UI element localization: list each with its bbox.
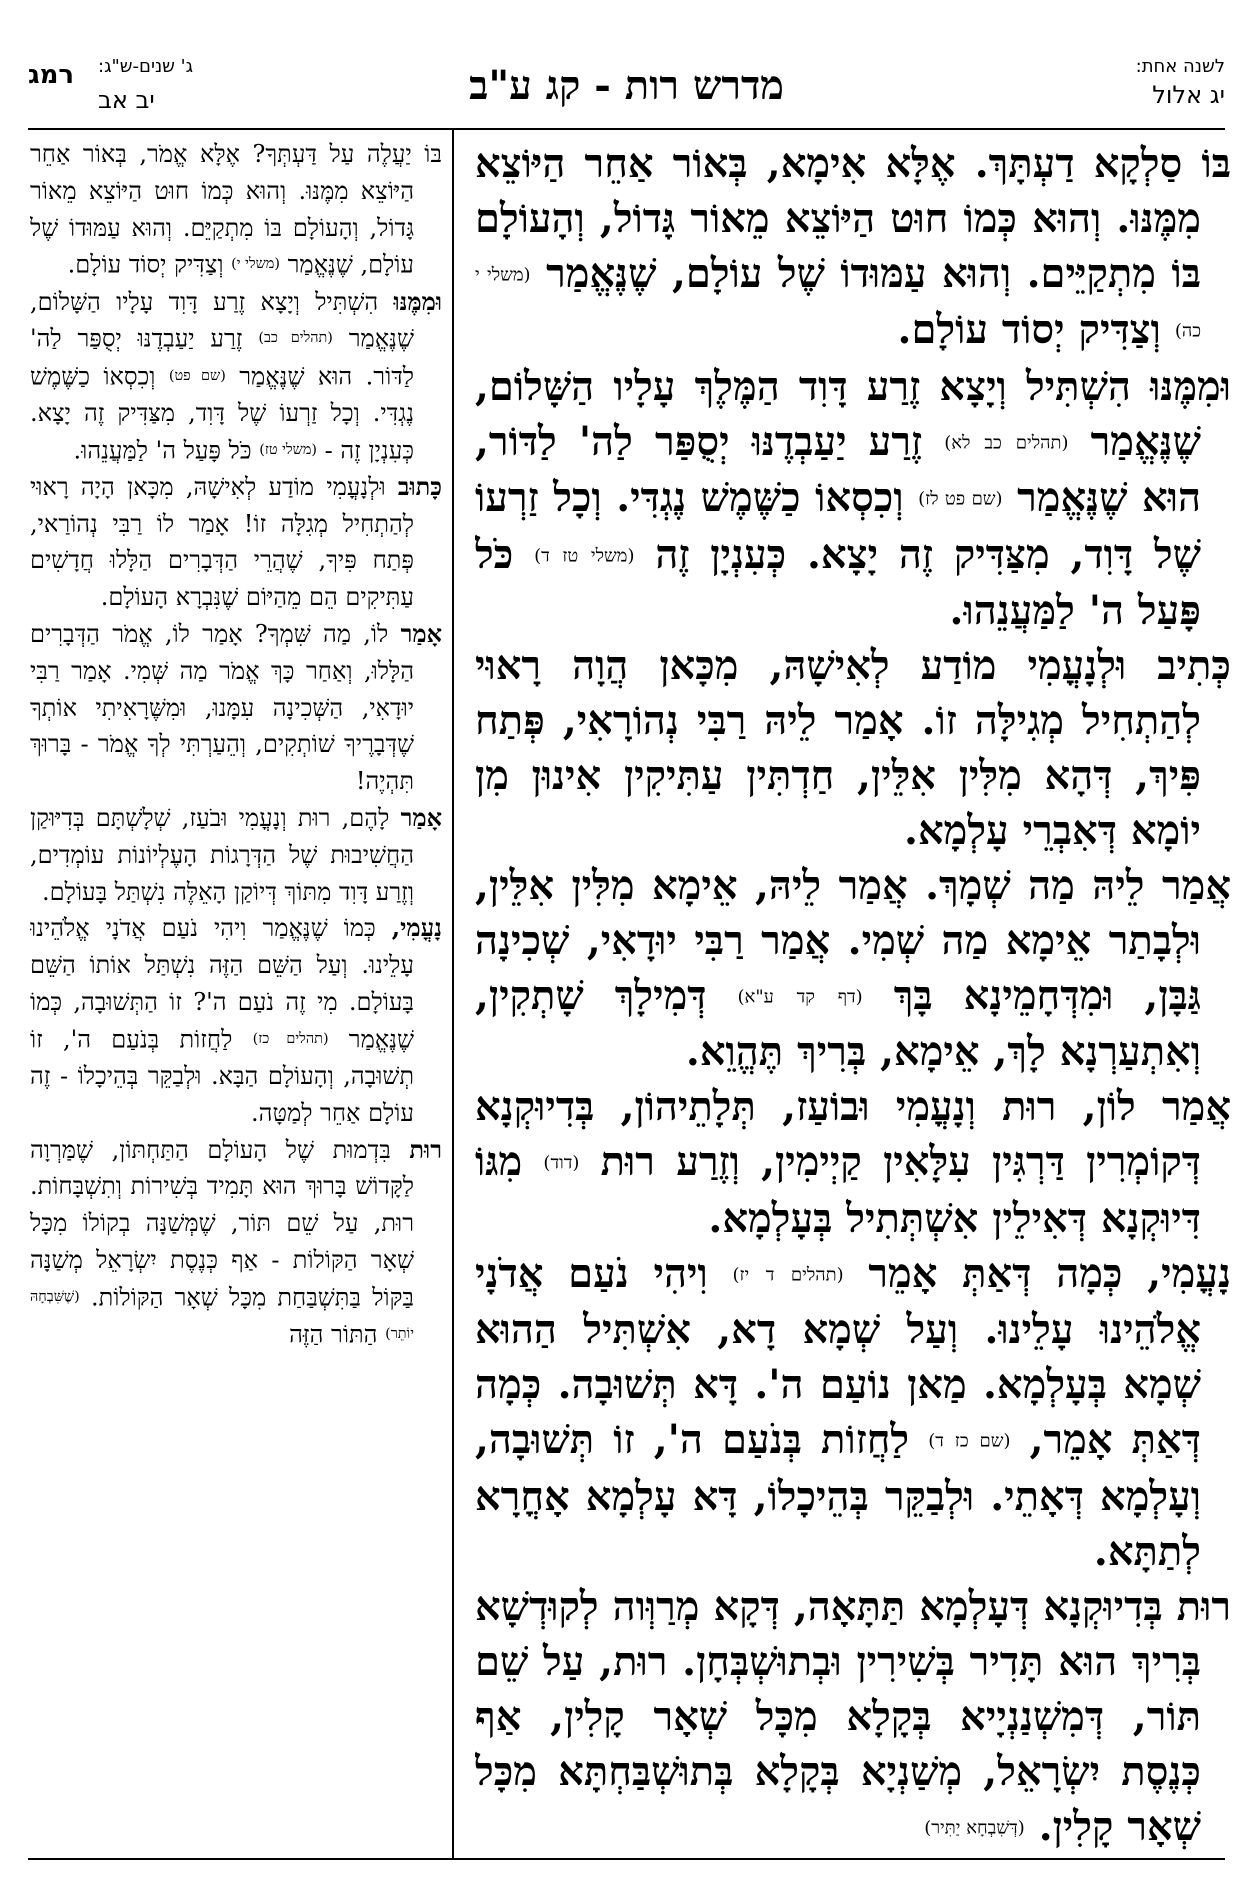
schedule-label-three-years: ג' שנים-ש"ג: — [98, 56, 194, 77]
opening-word: נָעֳמִי, — [391, 913, 442, 943]
main-paragraph — [475, 1579, 1231, 1854]
source-reference: (שֶׁשִּׁבְחָהּ יוֹתֵר) — [30, 1288, 414, 1342]
page-header — [28, 56, 1225, 128]
translation-text-span: לַחֲזוֹת בְּנֹעַם ה', זוֹ תְשׁוּבָה, וְהָעוֹלָם הַבָּא. וּלְבַקֵּר בְּהֵיכָלוֹ - זֶה עוֹלָם אַחֵר לְמַטָּה. — [30, 1025, 414, 1127]
main-text-span: לוֹן, רוּת וְנָעֳמִי וּבוֹעַז, תְּלָתֵיהוֹן, בְּדִיוּקְנָא דְּקוֹמְרִין דַּרְגִּין עִלָּאִין קַיְימִין, וְזֶרַע רוּת — [475, 1083, 1201, 1186]
main-paragraph — [475, 1079, 1231, 1245]
translation-text-span: וְצַדִּיק יְסוֹד עוֹלָם. — [67, 250, 224, 279]
main-text-span: כֹּל פָּעַל ה' לַמַּעֲנֵהוּ. — [475, 530, 1201, 635]
translation-text-span: וּלְנָעֳמִי מוֹדַע לְאִישָׁהּ, מִכָּאן הָיָה רָאוּי לְהַתְחִיל מְגִלָּה זוֹ! אָמַר לוֹ רַבִּי נְהוֹרַאי, פְּתַח פִּיךָ, שֶׁהֲרֵי הַדְּבָרִים הַלָּלוּ חֲדָשִׁים עַתִּיקִים הֵם מֵהַיּוֹם שֶׁנִּבְרָא הָעוֹלָם. — [30, 472, 414, 612]
page-title: מדרש רות - קג ע"ב — [469, 62, 784, 109]
source-reference: (משלי י) — [231, 256, 280, 273]
main-text-span: לַחֲזוֹת בְּנֹעַם ה', זוֹ תְּשׁוּבָה, וְעָלְמָא דְּאָתֵי. וּלְבַקֵּר בְּהֵיכָלוֹ, דָּא עָלְמָא אָחֳרָא לְתַתָּא. — [475, 1416, 1201, 1575]
translation-paragraph — [30, 800, 442, 910]
opening-word: נָעֳמִי, — [1147, 1249, 1231, 1297]
opening-word: אֲמַר — [1161, 1083, 1231, 1131]
footer-rule — [28, 1858, 1225, 1860]
schedule-date: יג אלול — [1152, 81, 1225, 109]
translation-text-span: זֶרַע יַעַבְדֶנּוּ יְסֻפַּר לַה' לַדּוֹר. הוּא שֶׁנֶּאֱמַר — [30, 324, 414, 390]
main-paragraph — [475, 858, 1231, 1079]
source-reference: (משלי טז) — [259, 441, 317, 458]
source-reference: (שם כז ד) — [928, 1430, 1011, 1452]
opening-word: רוּת — [409, 1134, 442, 1164]
main-text-span: זֶרַע יַעַבְדֶנּוּ יְסֻפַּר לַה' לַדּוֹר, הוּא שֶׁנֶּאֱמַר — [475, 417, 1201, 522]
translation-text-span: כֹּל פָּעַל ה' לַמַּעֲנֵהוּ. — [73, 436, 252, 464]
source-reference: (תהלים כב) — [258, 330, 333, 347]
opening-word: כָּתוּב — [397, 471, 442, 501]
translation-paragraph — [30, 136, 442, 284]
translation-text-span: בִּדְמוּת שֶׁל הָעוֹלָם הַתַּחְתּוֹן, שֶׁמַּרְוָה לַקָּדוֹשׁ בָּרוּךְ הוּא תָּמִיד בְּשִׁירוֹת וְתִשְׁבָּחוֹת. רוּת, עַל שֵׁם תּוֹר, שֶׁמְּשַׁנָּה בְקוֹלוֹ מִכָּל שְׁאָר הַקּוֹלוֹת - אַף כְּנֶסֶת יִשְׂרָאֵל מְשַׁנָּה בַּקּוֹל בַּתִּשְׁבַּחַת מִכָּל שְׁאָר הַקּוֹלוֹת. — [30, 1135, 414, 1312]
main-text-span: וִיהִי נֹעַם אֲדֹנָי אֱלֹהֵינוּ עָלֵינוּ. וְעַל שְׁמָא דָא, אִשְׁתִּיל הַהוּא שְׁמָא בְּעָלְמָא. מַאן נוֹעַם ה'. דָּא תְּשׁוּבָה. כְּמָה דְּאַתְּ אָמֵר, — [475, 1249, 1201, 1464]
main-text-span: מִגּוֹ דִּיוּקְנָא דְּאִילֵין אִשְׁתְּתִיל בְּעָלְמָא. — [475, 1138, 1201, 1242]
main-paragraph — [475, 638, 1231, 858]
main-paragraph — [475, 1246, 1231, 1579]
source-reference: (תהלים כז) — [252, 1030, 329, 1047]
source-reference: (משלי טז ד) — [534, 545, 635, 567]
source-reference: (שם פט) — [168, 367, 226, 384]
source-reference: (תהלים כב לא) — [944, 432, 1069, 454]
opening-word: אֲמַר — [1161, 862, 1231, 910]
translation-text-span: בּוֹ יַעֲלֶה עַל דַּעְתְּךָ? אֶלָּא אֱמֹר, בְּאוֹר אַחֵר הַיּוֹצֵא מִמֶּנּוּ. וְהוּא כְּמוֹ חוּט הַיּוֹצֵא מֵאוֹר גָּדוֹל, וְהָעוֹלָם בּוֹ מִתְקַיֵּם. וְהוּא עַמּוּדוֹ שֶׁל עוֹלָם, שֶׁנֶּאֱמַר — [30, 140, 442, 279]
main-paragraph — [475, 359, 1231, 638]
translation-paragraph — [30, 910, 442, 1131]
source-reference: (דְּשִׁבְחָא יַתִּיר) — [924, 1817, 1025, 1839]
source-reference: (תהלים ד יז) — [732, 1264, 844, 1286]
schedule-date-three-years: יב אב — [98, 86, 155, 114]
opening-word: רוּת — [1176, 1582, 1231, 1630]
main-text-span: לֵיהּ מַה שְׁמָךְ. אֲמַר לֵיהּ, אֵימָא מִלִּין אִלֵּין, וּלְבָתַר אֵימָא מַה שְׁמִי. אֲמַר רַבִּי יוּדָאִי, שְׁכִינָה גַּבָּן, וּמִדְּחָמֵינָא בָּךְ — [475, 862, 1201, 1020]
translation-text-span: לָהֶם, רוּת וְנָעֳמִי וּבֹעַז, שְׁלָשְׁתָּם בְּדִיּוּקַן הַחֲשִׁיבוּת שֶׁל הַדְּרָגוֹת הָעֶלְיוֹנוֹת עוֹמְדִים, וְזֶרַע דָּוִד מִתּוֹךְ דְּיוֹקַן הָאֵלֶּה נִשְׁתַּל בָּעוֹלָם. — [30, 803, 414, 906]
translation-column — [30, 136, 442, 1854]
schedule-label: לשנה אחת: — [1135, 56, 1225, 77]
translation-text-span: הַתּוֹר הַזֶּה — [289, 1320, 378, 1349]
main-text-span: וּמִמֶּנּוּ הִשְׁתִּיל וְיָצָא זֶרַע דָּוִד הַמֶּלֶךְ עָלָיו הַשָּׁלוֹם, שֶׁנֶּאֱמַר — [475, 362, 1231, 465]
translation-paragraph — [30, 1132, 442, 1354]
source-reference: (שם פט לז) — [918, 488, 1003, 510]
main-text-span: בּוֹ סַלְקָא דַעְתָּךְ. אֶלָּא אִימָא, בְּאוֹר אַחֵר הַיּוֹצֵא מִמֶּנּוּ. וְהוּא כְּמוֹ חוּט הַיּוֹצֵא מֵאוֹר גָּדוֹל, וְהָעוֹלָם בּוֹ מִתְקַיֵּים. וְהוּא עַמּוּדוֹ שֶׁל עוֹלָם, שֶׁנֶּאֱמַר — [475, 140, 1231, 297]
translation-text-span: לוֹ, מַה שִּׁמְךָ? אָמַר לוֹ, אֱמֹר הַדְּבָרִים הַלָּלוּ, וְאַחַר כָּךְ אֱמֹר מַה שְּׁמִי. אָמַר רַבִּי יוּדָאִי, הַשְּׁכִינָה עִמָּנוּ, וּמִשֶּׁרָאִיתִי אוֹתְךָ שֶׁדְּבָרֶיךָ שׁוֹתְקִים, וְהֵעַרְתִּי לְךָ אֱמֹר - בָּרוּךְ תִּהְיֶה! — [30, 619, 414, 796]
source-reference: (משלי י כה) — [475, 264, 1201, 342]
main-text-span: דְּמִילָךְ שָׁתְקִין, וְאִתְעַרְנָא לָךְ, אֵימָא, בְּרִיךְ תֶּהֱוֵא. — [475, 972, 1201, 1076]
main-paragraph — [475, 136, 1231, 359]
translation-paragraph — [30, 616, 442, 800]
source-reference: (דוד) — [543, 1152, 580, 1174]
source-reference: (דף קד ע"א) — [737, 986, 863, 1008]
main-text-span: וְכִסְאוֹ כַשֶּׁמֶשׁ נֶגְדִּי. וְכָל זַרְעוֹ שֶׁל דָּוִד, מִצַּדִּיק זֶה יָצָא. כְּעִנְיָן זֶה — [475, 474, 1201, 578]
column-divider — [452, 128, 454, 1858]
translation-paragraph — [30, 469, 442, 616]
translation-text-span: הִשְׁתִּיל וְיָצָא זֶרַע דָּוִד עָלָיו הַשָּׁלוֹם, שֶׁנֶּאֱמַר — [30, 287, 414, 353]
folio-number: רמג — [28, 60, 75, 90]
opening-word: כְּתִיב — [1157, 642, 1231, 690]
header-rule — [28, 128, 1225, 130]
translation-text-span: וְכִסְאוֹ כַשֶּׁמֶשׁ נֶגְדִּי. וְכָל זַרְעוֹ שֶׁל דָּוִד, מִצַּדִּיק זֶה יָצָא. כְּעִנְיָן זֶה - — [30, 362, 414, 464]
main-text-span: כְּמָה דְּאַתְּ אָמֵר — [868, 1249, 1123, 1297]
main-text-column — [475, 136, 1231, 1854]
main-text-span: וְצַדִּיק יְסוֹד עוֹלָם. — [897, 306, 1161, 354]
opening-word: אָמַר — [400, 802, 442, 832]
translation-paragraph — [30, 284, 442, 469]
main-text-span: בְּדִיוּקְנָא דְּעָלְמָא תַּתָּאָה, דְּקָא מְרַוְּוה לְקוּדְשָׁא בְּרִיךְ הוּא תָּדִיר בְּשִׁירִין וּבְתוּשְׁבְּחָן. רוּת, עַל שֵׁם תּוֹר, דְּמִשְׁנַנְיָיא בְּקָלָא מִכָּל שְׁאָר קָלִין, אַף כְּנֶסֶת יִשְׂרָאֵל, מְשַׁנְיָא בְּקָלָא בְּתוּשְׁבַּחְתָּא מִכָּל שְׁאָר קָלִין. — [475, 1582, 1201, 1850]
opening-word: אָמַר — [400, 618, 442, 648]
translation-text-span: כְּמוֹ שֶׁנֶּאֱמַר וִיהִי נֹעַם אֲדֹנָי אֱלֹהֵינוּ עָלֵינוּ. וְעַל הַשֵּׁם הַזֶּה נִשְׁתַּל אוֹתוֹ הַשֵּׁם בָּעוֹלָם. מִי זֶה נֹעַם ה'? זוֹ הַתְּשׁוּבָה, כְּמוֹ שֶׁנֶּאֱמַר — [30, 914, 414, 1054]
main-text-span: וּלְנָעֳמִי מוֹדַע לְאִישָׁהּ, מִכָּאן הֲוָה רָאוּי לְהַתְחִיל מְגִילָּה זוֹ. אָמַר לֵיהּ רַבִּי נְהוֹרָאִי, פְּתַח פִּיךְ, דְּהָא מִלִּין אִלֵּין, חַדְתִּין עַתִּיקִין אִינוּן מִן יוֹמָא דְּאִבְרֵי עָלְמָא. — [475, 642, 1201, 855]
opening-word: וּמִמֶּנּוּ — [393, 286, 442, 316]
